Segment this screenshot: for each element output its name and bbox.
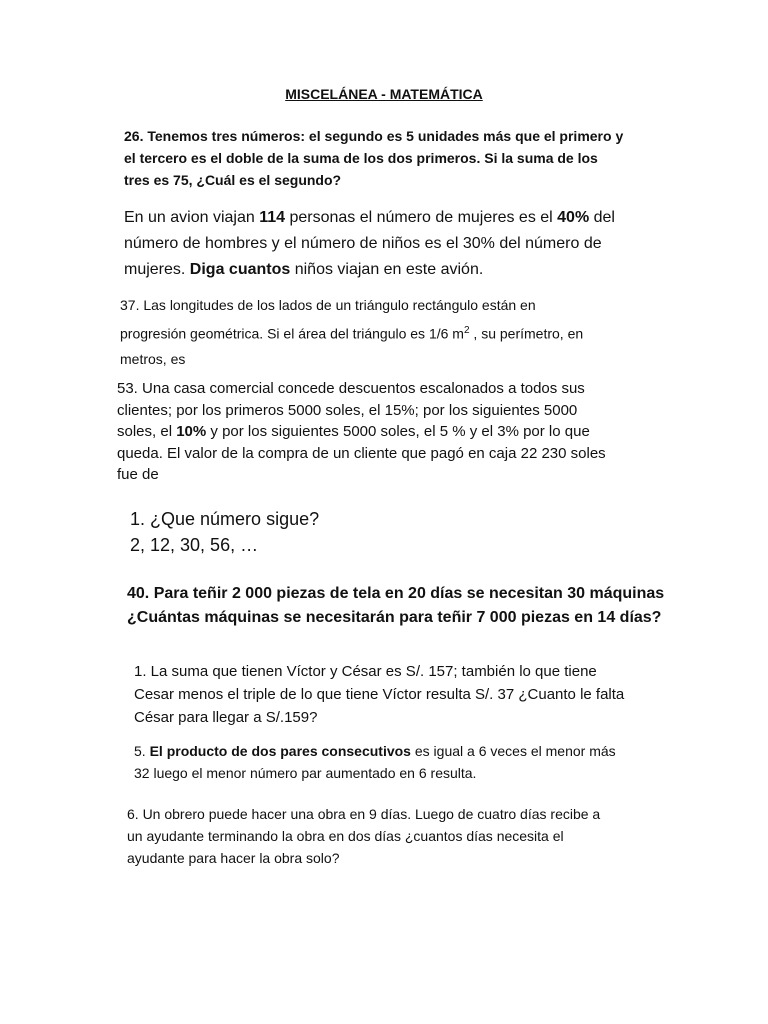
problem-avion-line-3 [124,257,615,283]
text-run: mujeres. [124,261,190,278]
text-run: del [589,209,615,226]
page-title: MISCELÁNEA - MATEMÁTICA [285,86,483,102]
problem-sequence [130,506,319,558]
text-run: niños viajan en este avión. [290,261,484,278]
problem-26-line: el tercero es el doble de la suma de los dos primeros. Si la suma de los [124,150,598,166]
problem-6-line: ayudante para hacer la obra solo? [127,850,340,866]
text-run-bold: El producto de dos pares consecutivos [149,743,411,759]
text-run: es igual a 6 veces el menor más [410,743,616,759]
problem-5-line-2: 32 luego el menor número par aumentado en 6 resulta. [134,765,477,781]
problem-53-line-4: queda. El valor de la compra de un cliente que pagó en caja 22 230 soles [117,444,606,462]
problem-victor-line: César para llegar a S/.159? [134,709,318,726]
text-run: soles, el [117,423,177,440]
problem-40-line: 40. Para teñir 2 000 piezas de tela en 20 días se necesitan 30 máquinas [127,585,665,602]
problem-victor-line: 1. La suma que tienen Víctor y César es S/. 157; también lo que tiene [134,663,597,680]
text-run-bold: Diga cuantos [189,261,291,278]
problem-victor-cesar [134,660,624,729]
text-run: progresión geométrica. Si el área del triángulo es 1/6 m [120,325,464,342]
problem-37-line-3: metros, es [120,350,186,367]
problem-26 [124,125,623,191]
text-run-bold: 40% [557,209,590,226]
problem-53-line-3 [117,421,606,443]
problem-37-line-1: 37. Las longitudes de los lados de un triángulo rectángulo están en [120,297,536,313]
text-run: y por los siguientes 5000 soles, el 5 % y el 3% por lo que [206,423,590,440]
problem-victor-line: Cesar menos el triple de lo que tiene Víctor resulta S/. 37 ¿Cuanto le falta [134,686,625,703]
text-run: En un avion viajan [124,209,260,226]
problem-53-line-1: 53. Una casa comercial concede descuentos escalonados a todos sus [117,380,585,397]
text-run: , su perímetro, en [469,325,584,342]
problem-37 [120,293,583,372]
problem-53-line-2: clientes; por los primeros 5000 soles, el 15%; por los siguientes 5000 [117,401,578,419]
problem-avion [124,205,615,283]
superscript: 2 [463,325,470,336]
problem-53 [117,378,606,486]
problem-53-line-5: fue de [117,466,159,483]
problem-40-line: ¿Cuántas máquinas se necesitarán para teñir 7 000 piezas en 14 días? [127,609,662,626]
text-run-bold: 114 [259,209,286,226]
problem-26-line: tres es 75, ¿Cuál es el segundo? [124,172,342,188]
problem-37-line-2 [120,318,583,347]
problem-5-line-1 [134,740,616,762]
problem-sequence-question: 1. ¿Que número sigue? [130,509,320,529]
problem-26-line: 26. Tenemos tres números: el segundo es 5 unidades más que el primero y [124,128,624,144]
text-run-bold: 10% [176,423,207,440]
problem-40 [127,582,664,630]
problem-6-line: un ayudante terminando la obra en dos días ¿cuantos días necesita el [127,828,564,844]
problem-6 [127,803,600,869]
problem-avion-line-1 [124,205,615,231]
text-run: personas el número de mujeres es el [285,209,558,226]
problem-avion-line-2: número de hombres y el número de niños es el 30% del número de [124,235,602,252]
text-run: 5. [134,743,150,759]
problem-5 [134,740,616,784]
problem-sequence-terms: 2, 12, 30, 56, … [130,535,259,555]
problem-6-line: 6. Un obrero puede hacer una obra en 9 días. Luego de cuatro días recibe a [127,806,601,822]
